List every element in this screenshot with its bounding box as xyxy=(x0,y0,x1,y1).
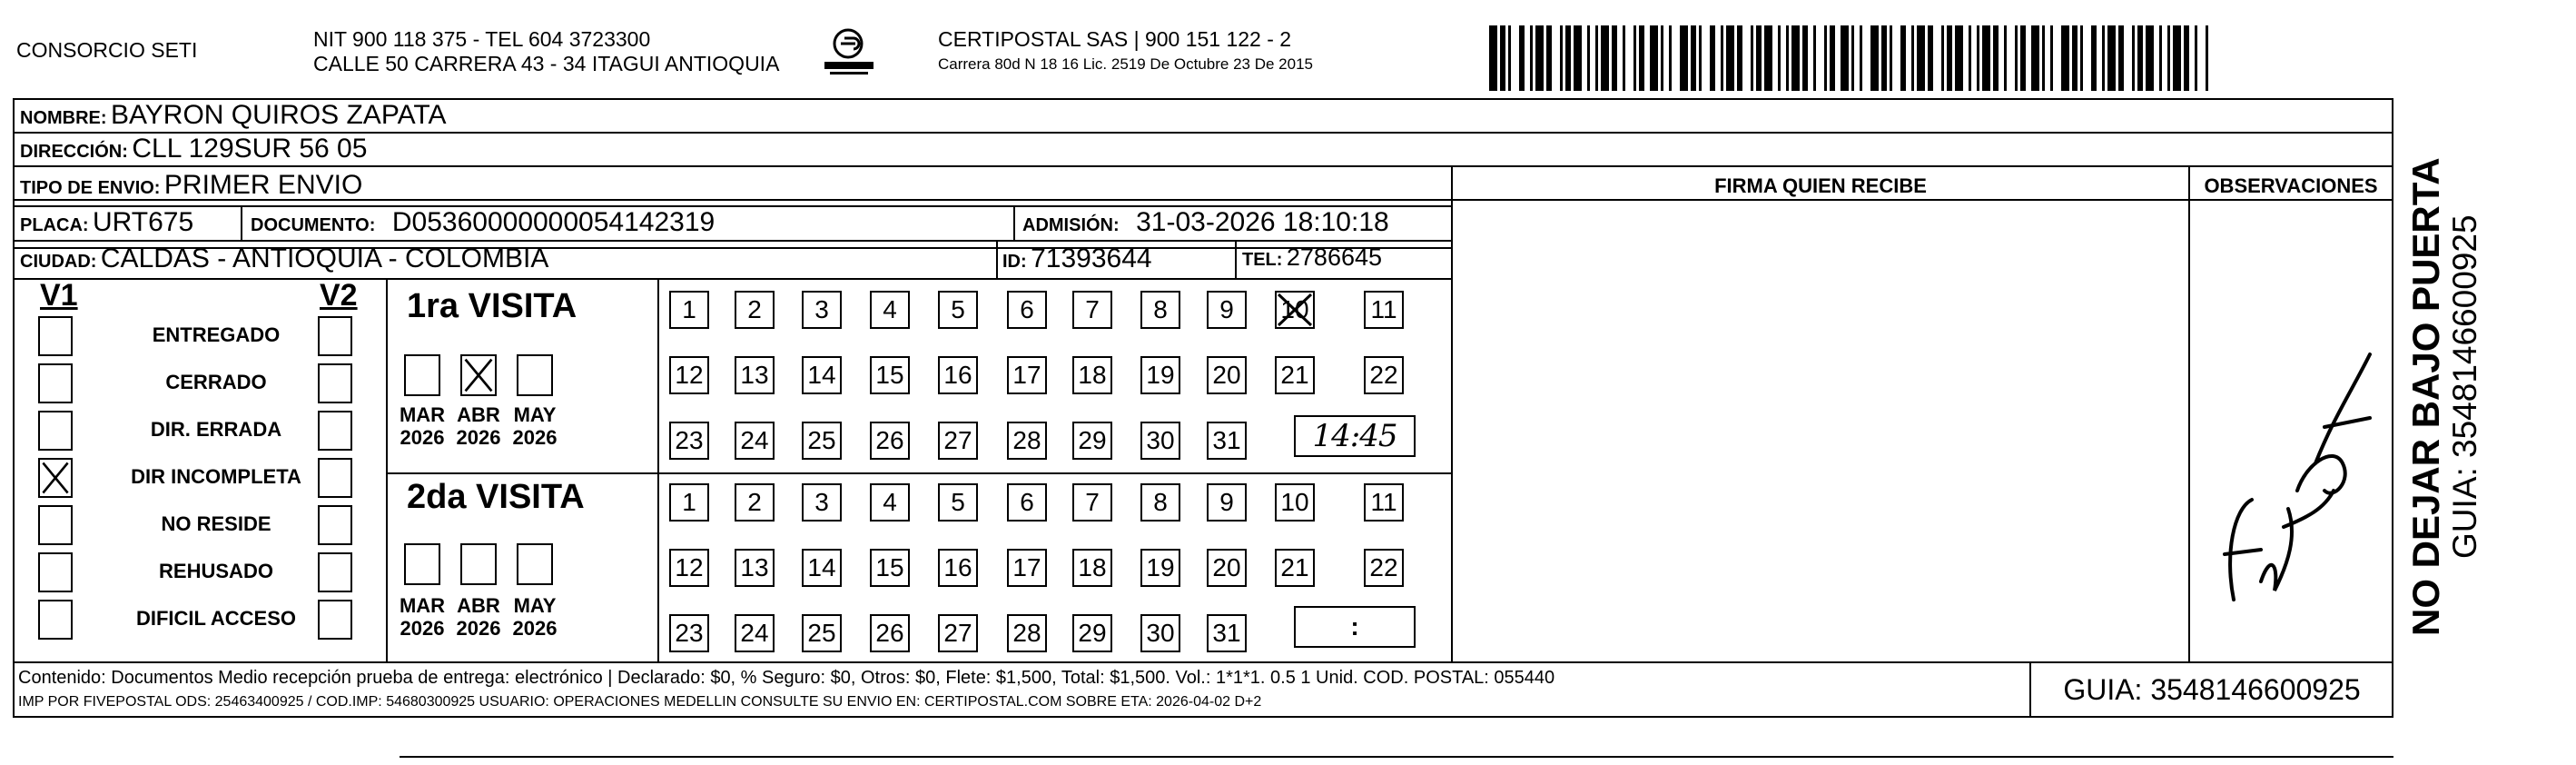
second-visit-day-26[interactable]: 26 xyxy=(870,614,910,652)
second-visit-day-30[interactable]: 30 xyxy=(1140,614,1180,652)
placa-value: URT675 xyxy=(93,207,194,237)
second-visit-day-25[interactable]: 25 xyxy=(802,614,842,652)
second-visit-title: 2da VISITA xyxy=(407,478,585,516)
first-visit-title: 1ra VISITA xyxy=(407,287,577,325)
ciudad-value: CALDAS - ANTIOQUIA - COLOMBIA xyxy=(100,243,549,273)
ciudad-row xyxy=(20,243,548,274)
guia-box: GUIA: 3548146600925 xyxy=(2063,673,2361,706)
second-visit-month-label: MAR xyxy=(399,594,446,617)
first-visit-day-9[interactable]: 9 xyxy=(1207,291,1247,329)
v1-checkbox-rehusado[interactable] xyxy=(38,552,73,592)
first-visit-year-label: 2026 xyxy=(512,426,558,449)
second-visit-day-1[interactable]: 1 xyxy=(669,483,709,522)
documento-label: DOCUMENTO: xyxy=(251,215,376,235)
second-visit-year-label: 2026 xyxy=(400,617,445,640)
nombre-row xyxy=(20,100,447,131)
second-visit-day-10[interactable]: 10 xyxy=(1275,483,1315,522)
second-visit-day-7[interactable]: 7 xyxy=(1072,483,1112,522)
first-visit-day-19[interactable]: 19 xyxy=(1140,356,1180,394)
tipo-label: TIPO DE ENVIO: xyxy=(20,178,161,198)
tel-row xyxy=(1242,243,1382,272)
first-visit-year-label: 2026 xyxy=(456,426,501,449)
first-visit-month-checkbox-mar[interactable] xyxy=(404,354,440,396)
second-visit-day-19[interactable]: 19 xyxy=(1140,549,1180,587)
second-visit-year-label: 2026 xyxy=(456,617,501,640)
first-visit-day-5[interactable]: 5 xyxy=(938,291,978,329)
second-visit-day-14[interactable]: 14 xyxy=(802,549,842,587)
second-visit-day-21[interactable]: 21 xyxy=(1275,549,1315,587)
status-option-label: ENTREGADO xyxy=(152,323,281,346)
placa-label: PLACA: xyxy=(20,215,89,235)
first-visit-day-22[interactable]: 22 xyxy=(1364,356,1404,394)
first-visit-day-8[interactable]: 8 xyxy=(1140,291,1180,329)
admision-label: ADMISIÓN: xyxy=(1022,215,1120,235)
first-visit-time-box xyxy=(1294,415,1416,457)
first-visit-year-label: 2026 xyxy=(400,426,445,449)
v1-checkbox-dir-errada[interactable] xyxy=(38,411,73,451)
first-visit-day-16[interactable]: 16 xyxy=(938,356,978,394)
second-visit-time-box: : xyxy=(1294,606,1416,648)
second-visit-day-27[interactable]: 27 xyxy=(938,614,978,652)
second-visit-day-31[interactable]: 31 xyxy=(1207,614,1247,652)
status-option-label: REHUSADO xyxy=(159,560,273,582)
second-visit-day-12[interactable]: 12 xyxy=(669,549,709,587)
first-visit-month-label: MAR xyxy=(399,403,446,426)
first-visit-day-1[interactable]: 1 xyxy=(669,291,709,329)
address-line: CALLE 50 CARRERA 43 - 34 ITAGUI ANTIOQUIA xyxy=(313,52,780,75)
second-visit-day-29[interactable]: 29 xyxy=(1072,614,1112,652)
v2-checkbox-dificil-acceso[interactable] xyxy=(318,600,352,640)
second-visit-day-15[interactable]: 15 xyxy=(870,549,910,587)
second-visit-day-6[interactable]: 6 xyxy=(1007,483,1047,522)
second-visit-day-2[interactable]: 2 xyxy=(735,483,775,522)
first-visit-day-14[interactable]: 14 xyxy=(802,356,842,394)
v1-checkbox-cerrado[interactable] xyxy=(38,363,73,403)
direccion-value: CLL 129SUR 56 05 xyxy=(132,134,368,164)
second-visit-day-16[interactable]: 16 xyxy=(938,549,978,587)
id-value: 71393644 xyxy=(1031,243,1152,273)
tel-value: 2786645 xyxy=(1286,243,1383,271)
v1-checkbox-dificil-acceso[interactable] xyxy=(38,600,73,640)
license-line: Carrera 80d N 18 16 Lic. 2519 De Octubre 23 De 2015 xyxy=(938,55,1313,73)
nit-line: NIT 900 118 375 - TEL 604 3723300 xyxy=(313,27,651,51)
first-visit-day-17[interactable]: 17 xyxy=(1007,356,1047,394)
second-visit-day-8[interactable]: 8 xyxy=(1140,483,1180,522)
observaciones-header: OBSERVACIONES xyxy=(2204,174,2378,197)
imp-line: IMP POR FIVEPOSTAL ODS: 25463400925 / COD.IMP: 54680300925 USUARIO: OPERACIONES MEDELLIN CONSULTE SU ENVIO EN: CERTIPOSTAL.COM SOBRE ETA: 2026-04-02 D+2 xyxy=(18,694,1262,710)
second-visit-day-11[interactable]: 11 xyxy=(1364,483,1404,522)
v2-checkbox-dir-errada[interactable] xyxy=(318,411,352,451)
second-visit-day-24[interactable]: 24 xyxy=(735,614,775,652)
first-visit-day-7[interactable]: 7 xyxy=(1072,291,1112,329)
first-visit-day-20[interactable]: 20 xyxy=(1207,356,1247,394)
second-visit-day-28[interactable]: 28 xyxy=(1007,614,1047,652)
first-visit-day-13[interactable]: 13 xyxy=(735,356,775,394)
first-visit-day-24[interactable]: 24 xyxy=(735,422,775,460)
second-visit-year-label: 2026 xyxy=(512,617,558,640)
second-visit-day-20[interactable]: 20 xyxy=(1207,549,1247,587)
content-line: Contenido: Documentos Medio recepción prueba de entrega: electrónico | Declarado: $0, % Seguro: $0, Otros: $0, Flete: $1,500, Total: $1,500. Vol.: 1*1*1. 0.5 1 Unid. COD. POSTAL: 055440 xyxy=(18,668,1555,688)
second-visit-day-22[interactable]: 22 xyxy=(1364,549,1404,587)
second-visit-day-4[interactable]: 4 xyxy=(870,483,910,522)
first-visit-day-30[interactable]: 30 xyxy=(1140,422,1180,460)
first-visit-day-11[interactable]: 11 xyxy=(1364,291,1404,329)
first-visit-day-2[interactable]: 2 xyxy=(735,291,775,329)
first-visit-month-checkbox-abr[interactable] xyxy=(460,354,497,396)
signature-scribble xyxy=(2197,282,2379,645)
first-visit-day-26[interactable]: 26 xyxy=(870,422,910,460)
admision-value: 31-03-2026 18:10:18 xyxy=(1136,207,1389,237)
first-visit-day-23[interactable]: 23 xyxy=(669,422,709,460)
v1-header: V1 xyxy=(40,278,78,313)
second-visit-day-17[interactable]: 17 xyxy=(1007,549,1047,587)
v2-checkbox-rehusado[interactable] xyxy=(318,552,352,592)
nombre-value: BAYRON QUIROS ZAPATA xyxy=(111,100,447,130)
second-visit-month-checkbox-mar[interactable] xyxy=(404,543,440,585)
first-visit-day-12[interactable]: 12 xyxy=(669,356,709,394)
first-visit-time: 14:45 xyxy=(1312,418,1397,454)
first-visit-day-31[interactable]: 31 xyxy=(1207,422,1247,460)
status-option-label: NO RESIDE xyxy=(161,512,271,535)
first-visit-month-label: ABR xyxy=(457,403,500,426)
first-visit-day-21[interactable]: 21 xyxy=(1275,356,1315,394)
direccion-label: DIRECCIÓN: xyxy=(20,142,128,162)
second-visit-day-18[interactable]: 18 xyxy=(1072,549,1112,587)
id-label: ID: xyxy=(1002,252,1027,272)
second-visit-day-5[interactable]: 5 xyxy=(938,483,978,522)
company-line: CERTIPOSTAL SAS | 900 151 122 - 2 xyxy=(938,27,1292,51)
first-visit-day-29[interactable]: 29 xyxy=(1072,422,1112,460)
side-warning: NO DEJAR BAJO PUERTA xyxy=(2404,157,2447,636)
first-visit-day-18[interactable]: 18 xyxy=(1072,356,1112,394)
firma-header: FIRMA QUIEN RECIBE xyxy=(1714,174,1927,197)
first-visit-day-6[interactable]: 6 xyxy=(1007,291,1047,329)
v1-checkbox-no-reside[interactable] xyxy=(38,505,73,545)
second-visit-day-13[interactable]: 13 xyxy=(735,549,775,587)
certipostal-logo xyxy=(823,24,875,78)
tipo-value: PRIMER ENVIO xyxy=(163,170,363,200)
documento-value: D05360000000054142319 xyxy=(391,207,716,237)
first-visit-day-15[interactable]: 15 xyxy=(870,356,910,394)
ciudad-label: CIUDAD: xyxy=(20,252,97,272)
tel-label: TEL: xyxy=(1242,250,1283,270)
first-visit-month-checkbox-may[interactable] xyxy=(517,354,553,396)
id-row xyxy=(1002,243,1152,274)
status-option-label: DIR. ERRADA xyxy=(150,418,282,441)
v2-checkbox-entregado[interactable] xyxy=(318,316,352,356)
first-visit-day-3[interactable]: 3 xyxy=(802,291,842,329)
status-option-label: CERRADO xyxy=(165,371,267,393)
first-visit-day-27[interactable]: 27 xyxy=(938,422,978,460)
barcode xyxy=(1489,25,2216,91)
first-visit-day-25[interactable]: 25 xyxy=(802,422,842,460)
documento-row xyxy=(251,207,715,238)
v1-checkbox-dir-incompleta[interactable] xyxy=(38,458,73,498)
v2-checkbox-dir-incompleta[interactable] xyxy=(318,458,352,498)
first-visit-day-28[interactable]: 28 xyxy=(1007,422,1047,460)
first-visit-day-4[interactable]: 4 xyxy=(870,291,910,329)
tipo-row xyxy=(20,170,362,201)
v2-header: V2 xyxy=(320,278,358,313)
placa-row xyxy=(20,207,193,238)
side-guia: GUIA: 3548146600925 xyxy=(2446,214,2483,559)
v1-checkbox-entregado[interactable] xyxy=(38,316,73,356)
second-visit-day-3[interactable]: 3 xyxy=(802,483,842,522)
first-visit-month-label: MAY xyxy=(513,403,557,426)
nombre-label: NOMBRE: xyxy=(20,108,107,128)
sender-name: CONSORCIO SETI xyxy=(16,38,198,62)
second-visit-month-checkbox-abr[interactable] xyxy=(460,543,497,585)
second-visit-day-9[interactable]: 9 xyxy=(1207,483,1247,522)
status-option-label: DIFICIL ACCESO xyxy=(135,607,296,630)
admision-row xyxy=(1022,207,1389,238)
first-visit-day-10[interactable]: 10 xyxy=(1275,291,1315,329)
second-visit-month-label: ABR xyxy=(457,594,500,617)
direccion-row xyxy=(20,134,367,164)
status-option-label: DIR INCOMPLETA xyxy=(131,465,301,488)
v2-checkbox-cerrado[interactable] xyxy=(318,363,352,403)
v2-checkbox-no-reside[interactable] xyxy=(318,505,352,545)
second-visit-month-checkbox-may[interactable] xyxy=(517,543,553,585)
second-visit-day-23[interactable]: 23 xyxy=(669,614,709,652)
second-visit-month-label: MAY xyxy=(513,594,557,617)
